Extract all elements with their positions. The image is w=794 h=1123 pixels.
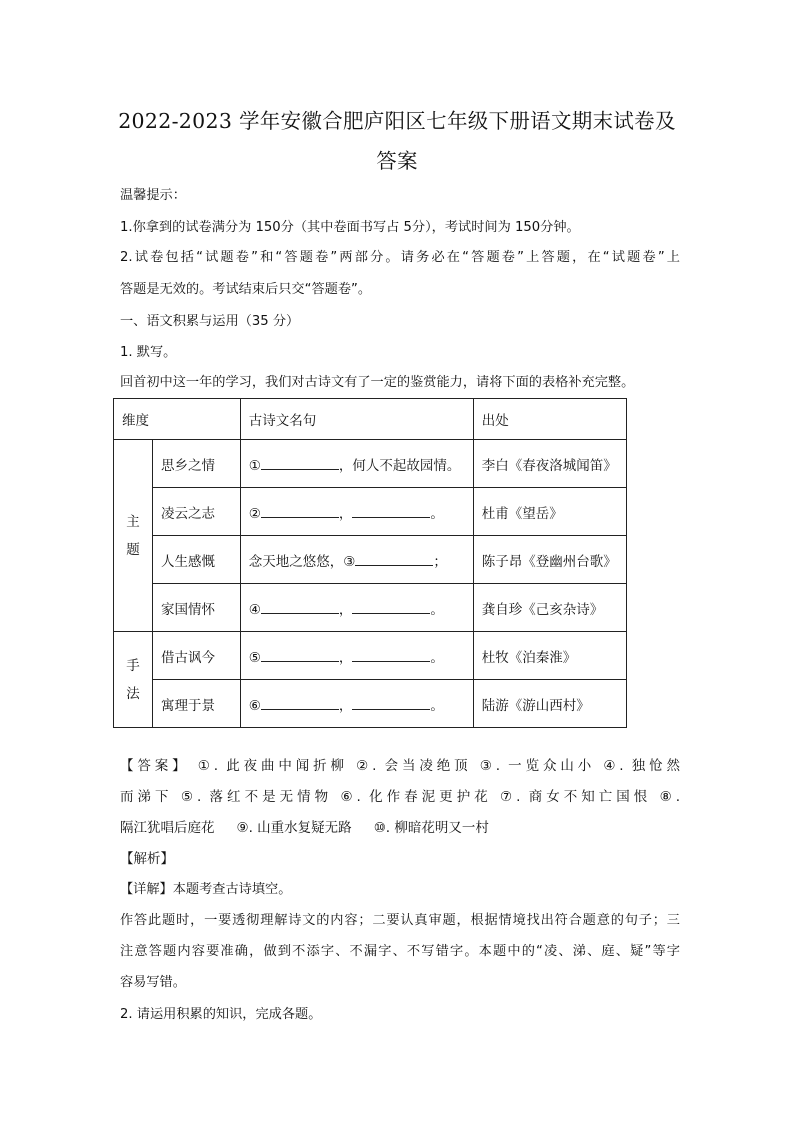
analysis-label: 【解析】 — [120, 851, 174, 867]
dimension-cell: 寓理于景 — [153, 680, 241, 728]
source-cell: 陈子昂《登幽州台歌》 — [473, 536, 626, 584]
verse-cell: 念天地之悠悠，③ ； — [240, 536, 473, 584]
answer-line-1 — [120, 756, 680, 776]
header-source: 出处 — [473, 399, 626, 440]
tips-item-2: 2.试卷包括“试题卷”和“答题卷”两部分。请务必在“答题卷”上答题，在“试题卷”上 — [120, 250, 680, 265]
answer-item: ⑦. 商女不知亡国恨 — [500, 789, 652, 805]
answer-blank[interactable] — [355, 553, 433, 566]
question-2-label: 2. 请运用积累的知识，完成各题。 — [120, 1007, 322, 1022]
group-char: 题 — [126, 541, 140, 558]
dimension-cell: 思乡之情 — [153, 440, 241, 488]
header-verse: 古诗文名句 — [240, 399, 473, 440]
answer-blank[interactable] — [352, 601, 430, 614]
answer-blank[interactable] — [352, 697, 430, 710]
dimension-cell: 凌云之志 — [153, 488, 241, 536]
section-heading: 一、语文积累与运用（35 分） — [120, 314, 300, 329]
analysis-detail — [120, 880, 680, 900]
verse-cell: ① ，何人不起故园情。 — [240, 440, 473, 488]
answer-line-2 — [120, 787, 680, 807]
answer-blank[interactable] — [261, 601, 339, 614]
table-row — [114, 680, 627, 728]
page-title-continued: 答案 — [376, 149, 418, 173]
group-theme — [114, 440, 153, 632]
dimension-cell: 家国情怀 — [153, 584, 241, 632]
table-row — [114, 632, 627, 680]
answer-item: ⑨. 山重水复疑无路 — [236, 820, 352, 836]
table-row — [114, 488, 627, 536]
answer-item: ⑧. — [659, 789, 681, 805]
tips-item-1: 1.你拿到的试卷满分为 150分（其中卷面书写占 5分），考试时间为 150分钟。 — [120, 220, 580, 235]
answer-item: 隔江犹唱后庭花 — [120, 820, 215, 836]
answer-item: ⑥. 化作春泥更护花 — [340, 789, 492, 805]
answer-item: 而涕下 — [120, 789, 173, 805]
group-char: 法 — [126, 685, 140, 702]
analysis-paragraph-continued: 注意答题内容要准确，做到不添字、不漏字、不写错字。本题中的“凌、涕、庭、疑”等字 — [120, 944, 680, 959]
table-row — [114, 440, 627, 488]
table-row — [114, 536, 627, 584]
answer-item: ⑩. 柳暗花明又一村 — [373, 820, 489, 836]
table-header-row — [114, 399, 627, 440]
answer-item: ⑤. 落红不是无情物 — [180, 789, 333, 805]
tips-heading: 温馨提示： — [120, 188, 186, 203]
verse-cell: ④ ， 。 — [240, 584, 473, 632]
answer-blank[interactable] — [261, 697, 339, 710]
answer-item: ③. 一览众山小 — [479, 758, 596, 774]
answer-item: ①. 此夜曲中闻折柳 — [197, 758, 348, 774]
source-cell: 李白《春夜洛城闻笛》 — [473, 440, 626, 488]
page-title: 2022-2023 学年安徽合肥庐阳区七年级下册语文期末试卷及 — [118, 109, 676, 133]
source-cell: 陆游《游山西村》 — [473, 680, 626, 728]
group-char: 主 — [126, 513, 140, 530]
tips-item-2-continued: 答题是无效的。考试结束后只交“答题卷”。 — [120, 282, 372, 297]
table-row — [114, 584, 627, 632]
question-1-label: 1. 默写。 — [120, 345, 177, 360]
verse-cell: ⑥ ， 。 — [240, 680, 473, 728]
dimension-cell: 借古讽今 — [153, 632, 241, 680]
answer-blank[interactable] — [352, 505, 430, 518]
source-cell: 杜甫《望岳》 — [473, 488, 626, 536]
answer-item: ④. 独怆然 — [603, 758, 681, 774]
group-char: 手 — [126, 657, 140, 674]
answer-blank[interactable] — [261, 457, 339, 470]
detail-text: 本题考查古诗填空。 — [172, 882, 292, 897]
poetry-table — [113, 398, 627, 728]
group-technique — [114, 632, 153, 728]
header-dimension: 维度 — [114, 399, 241, 440]
answer-blank[interactable] — [352, 649, 430, 662]
answer-label: 【答案】 — [120, 758, 190, 774]
verse-cell: ⑤ ， 。 — [240, 632, 473, 680]
verse-cell: ② ， 。 — [240, 488, 473, 536]
analysis-paragraph: 作答此题时，一要透彻理解诗文的内容；二要认真审题，根据情境找出符合题意的句子；三 — [120, 913, 680, 928]
question-1-intro: 回首初中这一年的学习，我们对古诗文有了一定的鉴赏能力，请将下面的表格补充完整。 — [120, 375, 635, 390]
answer-item: ②. 会当凌绝顶 — [356, 758, 472, 774]
answer-line-3 — [120, 818, 680, 838]
answer-blank[interactable] — [261, 505, 339, 518]
detail-label: 【详解】 — [120, 882, 173, 897]
dimension-cell: 人生感慨 — [153, 536, 241, 584]
source-cell: 杜牧《泊秦淮》 — [473, 632, 626, 680]
source-cell: 龚自珍《己亥杂诗》 — [473, 584, 626, 632]
answer-blank[interactable] — [261, 649, 339, 662]
analysis-paragraph-end: 容易写错。 — [120, 975, 186, 990]
